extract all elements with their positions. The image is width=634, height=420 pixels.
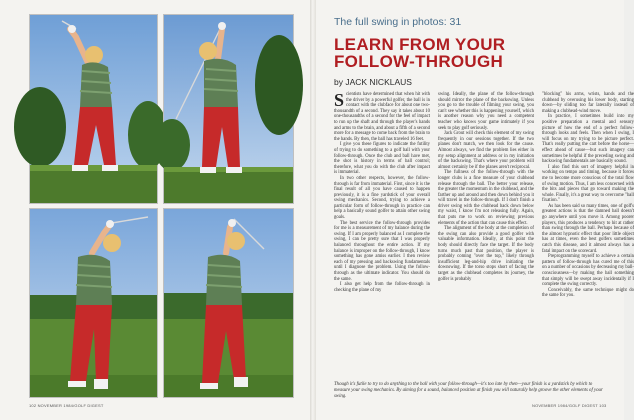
article-paragraph: In two other respects, however, the follow-through is far from immaterial. First, since it is the final result of all you have caused to happen previously, it is a fine yardstick of your overall swing mechanics. Second, trying to achieve a particular form of follow-through in practice can help a basically sound golfer to attain other swing goals.	[334, 175, 430, 221]
article-paragraph: The fullness of the follow-through with the longer clubs is a fine measure of your clubhead release through the ball. The better your release, the greater the momentum in the clubhead, and the farther up and around and then down behind you it will travel in the follow-through. If I don't finish a driver swing with the clubhead back down below my waist, I know I'm not releasing fully. Again, that puts me to work on reviewing previous elements of the action that can cause this effect.	[438, 170, 534, 226]
article-paragraph: "blocking" his arms, wrists, hands and the clubhead by overusing his lower body, starting down—by sliding too far laterally instead of making a clubhead-wind move.	[542, 92, 634, 114]
article-column-1	[334, 92, 430, 379]
article-paragraph: I give you these figures to indicate the futility of trying to do something to a golf ball with your follow-through. Once the club and ball have met, the shot is history in terms of ball control; therefore, what you do with the club after impact is immaterial.	[334, 142, 430, 176]
right-page-footer: NOVEMBER 1984/GOLF DIGEST 103	[532, 403, 607, 408]
swing-photo-4	[163, 208, 294, 398]
page-gutter	[310, 0, 316, 420]
left-page-footer: 102 NOVEMBER 1984/GOLF DIGEST	[29, 403, 104, 408]
article-paragraph: Scientists have determined that when hit with the driver by a powerful golfer, the ball is in contact with the clubface for about one two-thousandth of a second. They say it takes about 10 one-thousandths of a second for the feel of impact to run up the shaft and through the player's hands and arms to the brain, and about a fifth of a second more for a message to come back from the brain to the hands. By then, the ball has traveled 16 feet.	[334, 90, 430, 142]
article-paragraph: The best service the follow-through provides for me is a measurement of my balance during the swing. If I am properly balanced as I complete the swing, I can be pretty sure that I was properly balanced throughout the entire action. If my balance is improper on the follow-through, I know something has gone amiss earlier. I then review each of my pressing and backswing fundamentals until I diagnose the problem. Using the follow-through as the ultimate indicator. You should do the same.	[334, 220, 430, 282]
article-paragraph: The alignment of the body at the completion of the swing can also provide a good golfer with valuable information. Ideally, at this point the body should directly face the target. If the body turns much past that position, the player is probably coming "over the top," likely through insufficient leg-and-hip drive initiating the downswing. If the torso stops short of facing the target as the clubhead completes its journey, the golfer is probably	[438, 226, 534, 282]
article-column-3	[542, 92, 634, 379]
article-paragraph: swing. Ideally, the plane of the follow-through should mirror the plane of the backswing. Unless you go to the trouble of filming your swing, you can't see whether this is happening yourself, which is another reason why you need a competent teacher who knows your game intimately if you seek to play golf seriously.	[438, 92, 534, 131]
swing-photo-1	[29, 14, 158, 204]
series-kicker: The full swing in photos: 31	[334, 16, 462, 28]
article-byline: by JACK NICKLAUS	[334, 77, 412, 87]
article-paragraph: In practice, I sometimes build into my positive preparation a mental and sensory picture of how the end of a perfect follow-through looks and feels. Then when I swing, I will focus on my trying to be picture perfect. That's really putting the cart before the horse—effect ahead of cause—but such imagery can sometimes be helpful if the preceding swing and backswing fundamentals are basically sound.	[542, 114, 634, 165]
article-paragraph: As has been said so many times, one of golf's greatest actions is that the damned ball doesn't go anywhere until you move it. Among poorer players, this produces a tendency to hit at rather than swing through the ball. Perhaps because of the almost hypnotic effect that poor little object has at times, even the best golfers sometimes catch this disease, and it almost always has a fatal impact on the scorecard.	[542, 203, 634, 254]
swing-photo-2	[163, 14, 294, 204]
title-line-2: FOLLOW-THROUGH	[334, 52, 504, 71]
article-paragraph: Jack Grout will check this element of my swing frequently in our sessions together. If the two planes don't match, we then look for the cause. Almost always, we find the problem lies either in my setup alignment at address or in my initiation of the backswing. That's where your problem will almost certainly be if the planes aren't reciprocal.	[438, 131, 534, 170]
swing-photo-3	[29, 208, 158, 398]
article-title	[334, 36, 505, 70]
article-paragraph: I also find this sort of imagery helpful in working on tempo and timing, because it forces me to become more conscious of the total flow of swing motion. Thus, I am less concerned with the bits and pieces that go toward making the whole. Finally, it's a great way to overcome "ball fixation."	[542, 164, 634, 204]
title-line-1: LEARN FROM YOUR	[334, 35, 506, 54]
article-paragraph: Preprogramming myself to achieve a certain pattern of follow-through has cured me of this on a number of occasions by decreasing my ball-consciousness—by making the ball something that simply will be swept away incidentally if I complete the swing correctly.	[542, 254, 634, 288]
article-column-2	[438, 92, 534, 379]
article-paragraph: Conceivably, the same technique might do the same for you.	[542, 287, 634, 299]
photo-caption: Though it's futile to try to do anything to the ball with your follow-through—it's too late by then—your finish is a yardstick by which to measure your swing mechanics. By aiming for a sound, balanced position at finish you will naturally help groove the other elements of your swing.	[334, 382, 603, 399]
article-paragraph: I also get help from the follow-through in checking the plane of my	[334, 282, 430, 293]
drop-cap: S	[334, 90, 345, 110]
